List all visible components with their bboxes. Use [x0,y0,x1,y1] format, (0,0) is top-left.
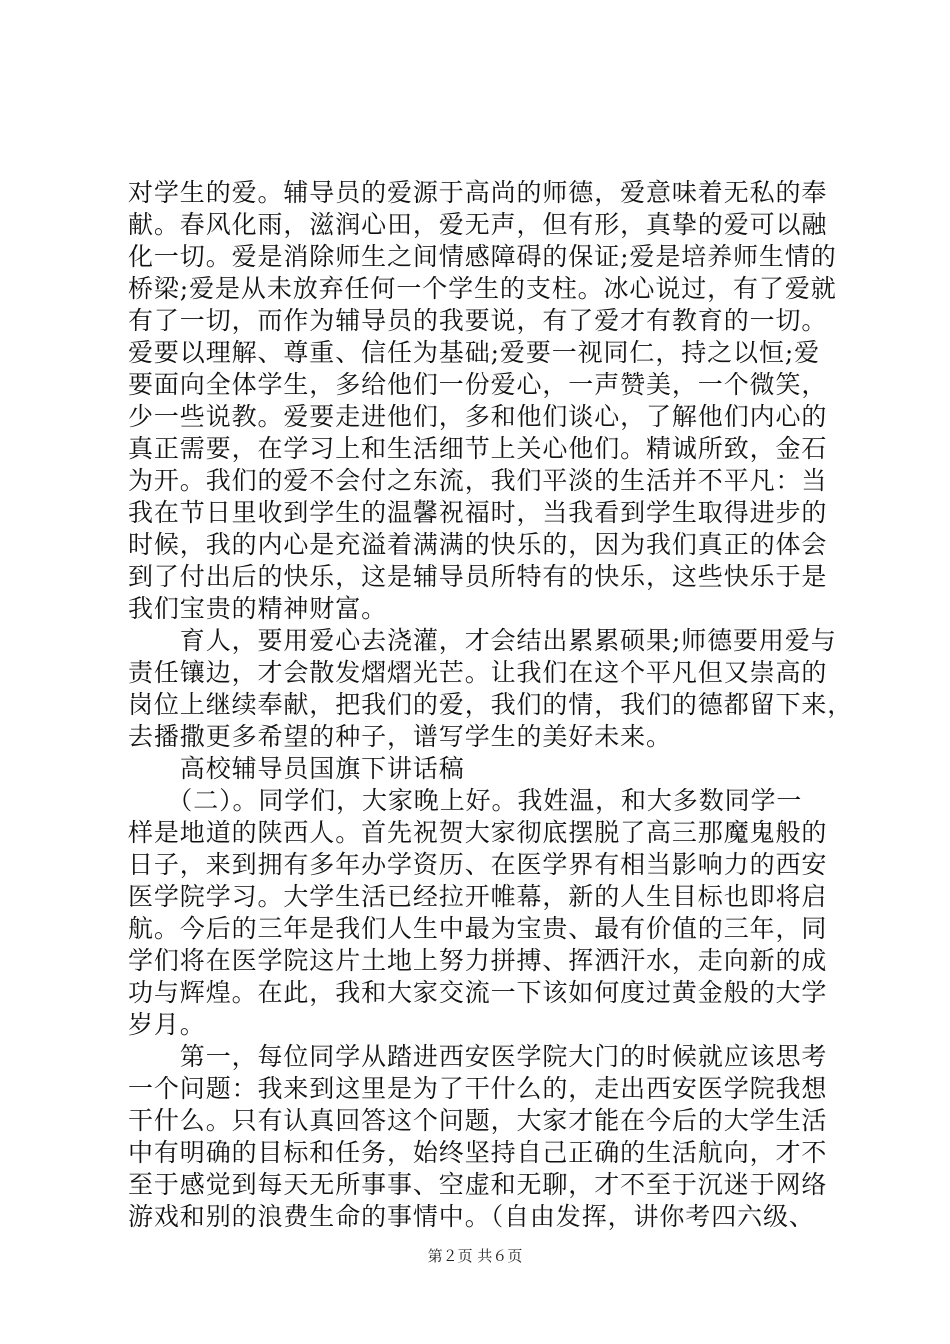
text-line: 有了一切，而作为辅导员的我要说，有了爱才有教育的一切。 [128,306,828,335]
text-line: 干什么。只有认真回答这个问题，大家才能在今后的大学生活 [128,1106,828,1135]
text-line: 医学院学习。大学生活已经拉开帷幕，新的人生目标也即将启 [128,882,828,911]
text-line: 时候，我的内心是充溢着满满的快乐的，因为我们真正的体会 [128,530,828,559]
text-line: 中有明确的目标和任务，始终坚持自己正确的生活航向，才不 [128,1138,828,1167]
text-line: 少一些说教。爱要走进他们，多和他们谈心，了解他们内心的 [128,402,828,431]
text-line: 献。春风化雨，滋润心田，爱无声，但有形，真挚的爱可以融 [128,210,828,239]
text-line: 岁月。 [128,1010,206,1039]
text-line: （二）。同学们，大家晚上好。我姓温，和大多数同学一 [128,786,803,815]
text-line: 真正需要，在学习上和生活细节上关心他们。精诚所致，金石 [128,434,828,463]
page-number-footer: 第２页 共６页 [427,1247,523,1265]
text-line: 去播撒更多希望的种子，谱写学生的美好未来。 [128,722,672,751]
text-line: 我们宝贵的精神财富。 [128,594,388,623]
text-line: 游戏和别的浪费生命的事情中。（自由发挥，讲你考四六级、 [128,1202,815,1231]
text-line: 育人，要用爱心去浇灌，才会结出累累硕果;师德要用爱与 [128,626,837,655]
text-line: 对学生的爱。辅导员的爱源于高尚的师德，爱意味着无私的奉 [128,178,828,207]
document-body [128,177,854,1233]
text-line: 第一，每位同学从踏进西安医学院大门的时候就应该思考 [128,1042,828,1071]
text-line: 功与辉煌。在此，我和大家交流一下该如何度过黄金般的大学 [128,978,828,1007]
text-line: 要面向全体学生，多给他们一份爱心，一声赞美，一个微笑， [128,370,828,399]
text-line: 一个问题：我来到这里是为了干什么的，走出西安医学院我想 [128,1074,828,1103]
text-line: 到了付出后的快乐，这是辅导员所特有的快乐，这些快乐于是 [128,562,828,591]
text-line: 至于感觉到每天无所事事、空虚和无聊，才不至于沉迷于网络 [128,1170,828,1199]
text-line: 日子，来到拥有多年办学资历、在医学界有相当影响力的西安 [128,850,828,879]
text-line: 我在节日里收到学生的温馨祝福时，当我看到学生取得进步的 [128,498,828,527]
text-line: 桥梁;爱是从未放弃任何一个学生的支柱。冰心说过，有了爱就 [128,274,837,303]
section-heading: 高校辅导员国旗下讲话稿 [128,754,465,783]
text-line: 航。今后的三年是我们人生中最为宝贵、最有价值的三年，同 [128,914,828,943]
text-line: 爱要以理解、尊重、信任为基础;爱要一视同仁，持之以恒;爱 [128,338,821,367]
text-line: 学们将在医学院这片土地上努力拼搏、挥洒汗水，走向新的成 [128,946,828,975]
text-line: 岗位上继续奉献，把我们的爱，我们的情，我们的德都留下来， [128,690,854,719]
text-line: 责任镶边，才会散发熠熠光芒。让我们在这个平凡但又崇高的 [128,658,828,687]
text-line: 样是地道的陕西人。首先祝贺大家彻底摆脱了高三那魔鬼般的 [128,818,828,847]
text-line: 化一切。爱是消除师生之间情感障碍的保证;爱是培养师生情的 [128,242,837,271]
text-line: 为开。我们的爱不会付之东流，我们平淡的生活并不平凡：当 [128,466,828,495]
